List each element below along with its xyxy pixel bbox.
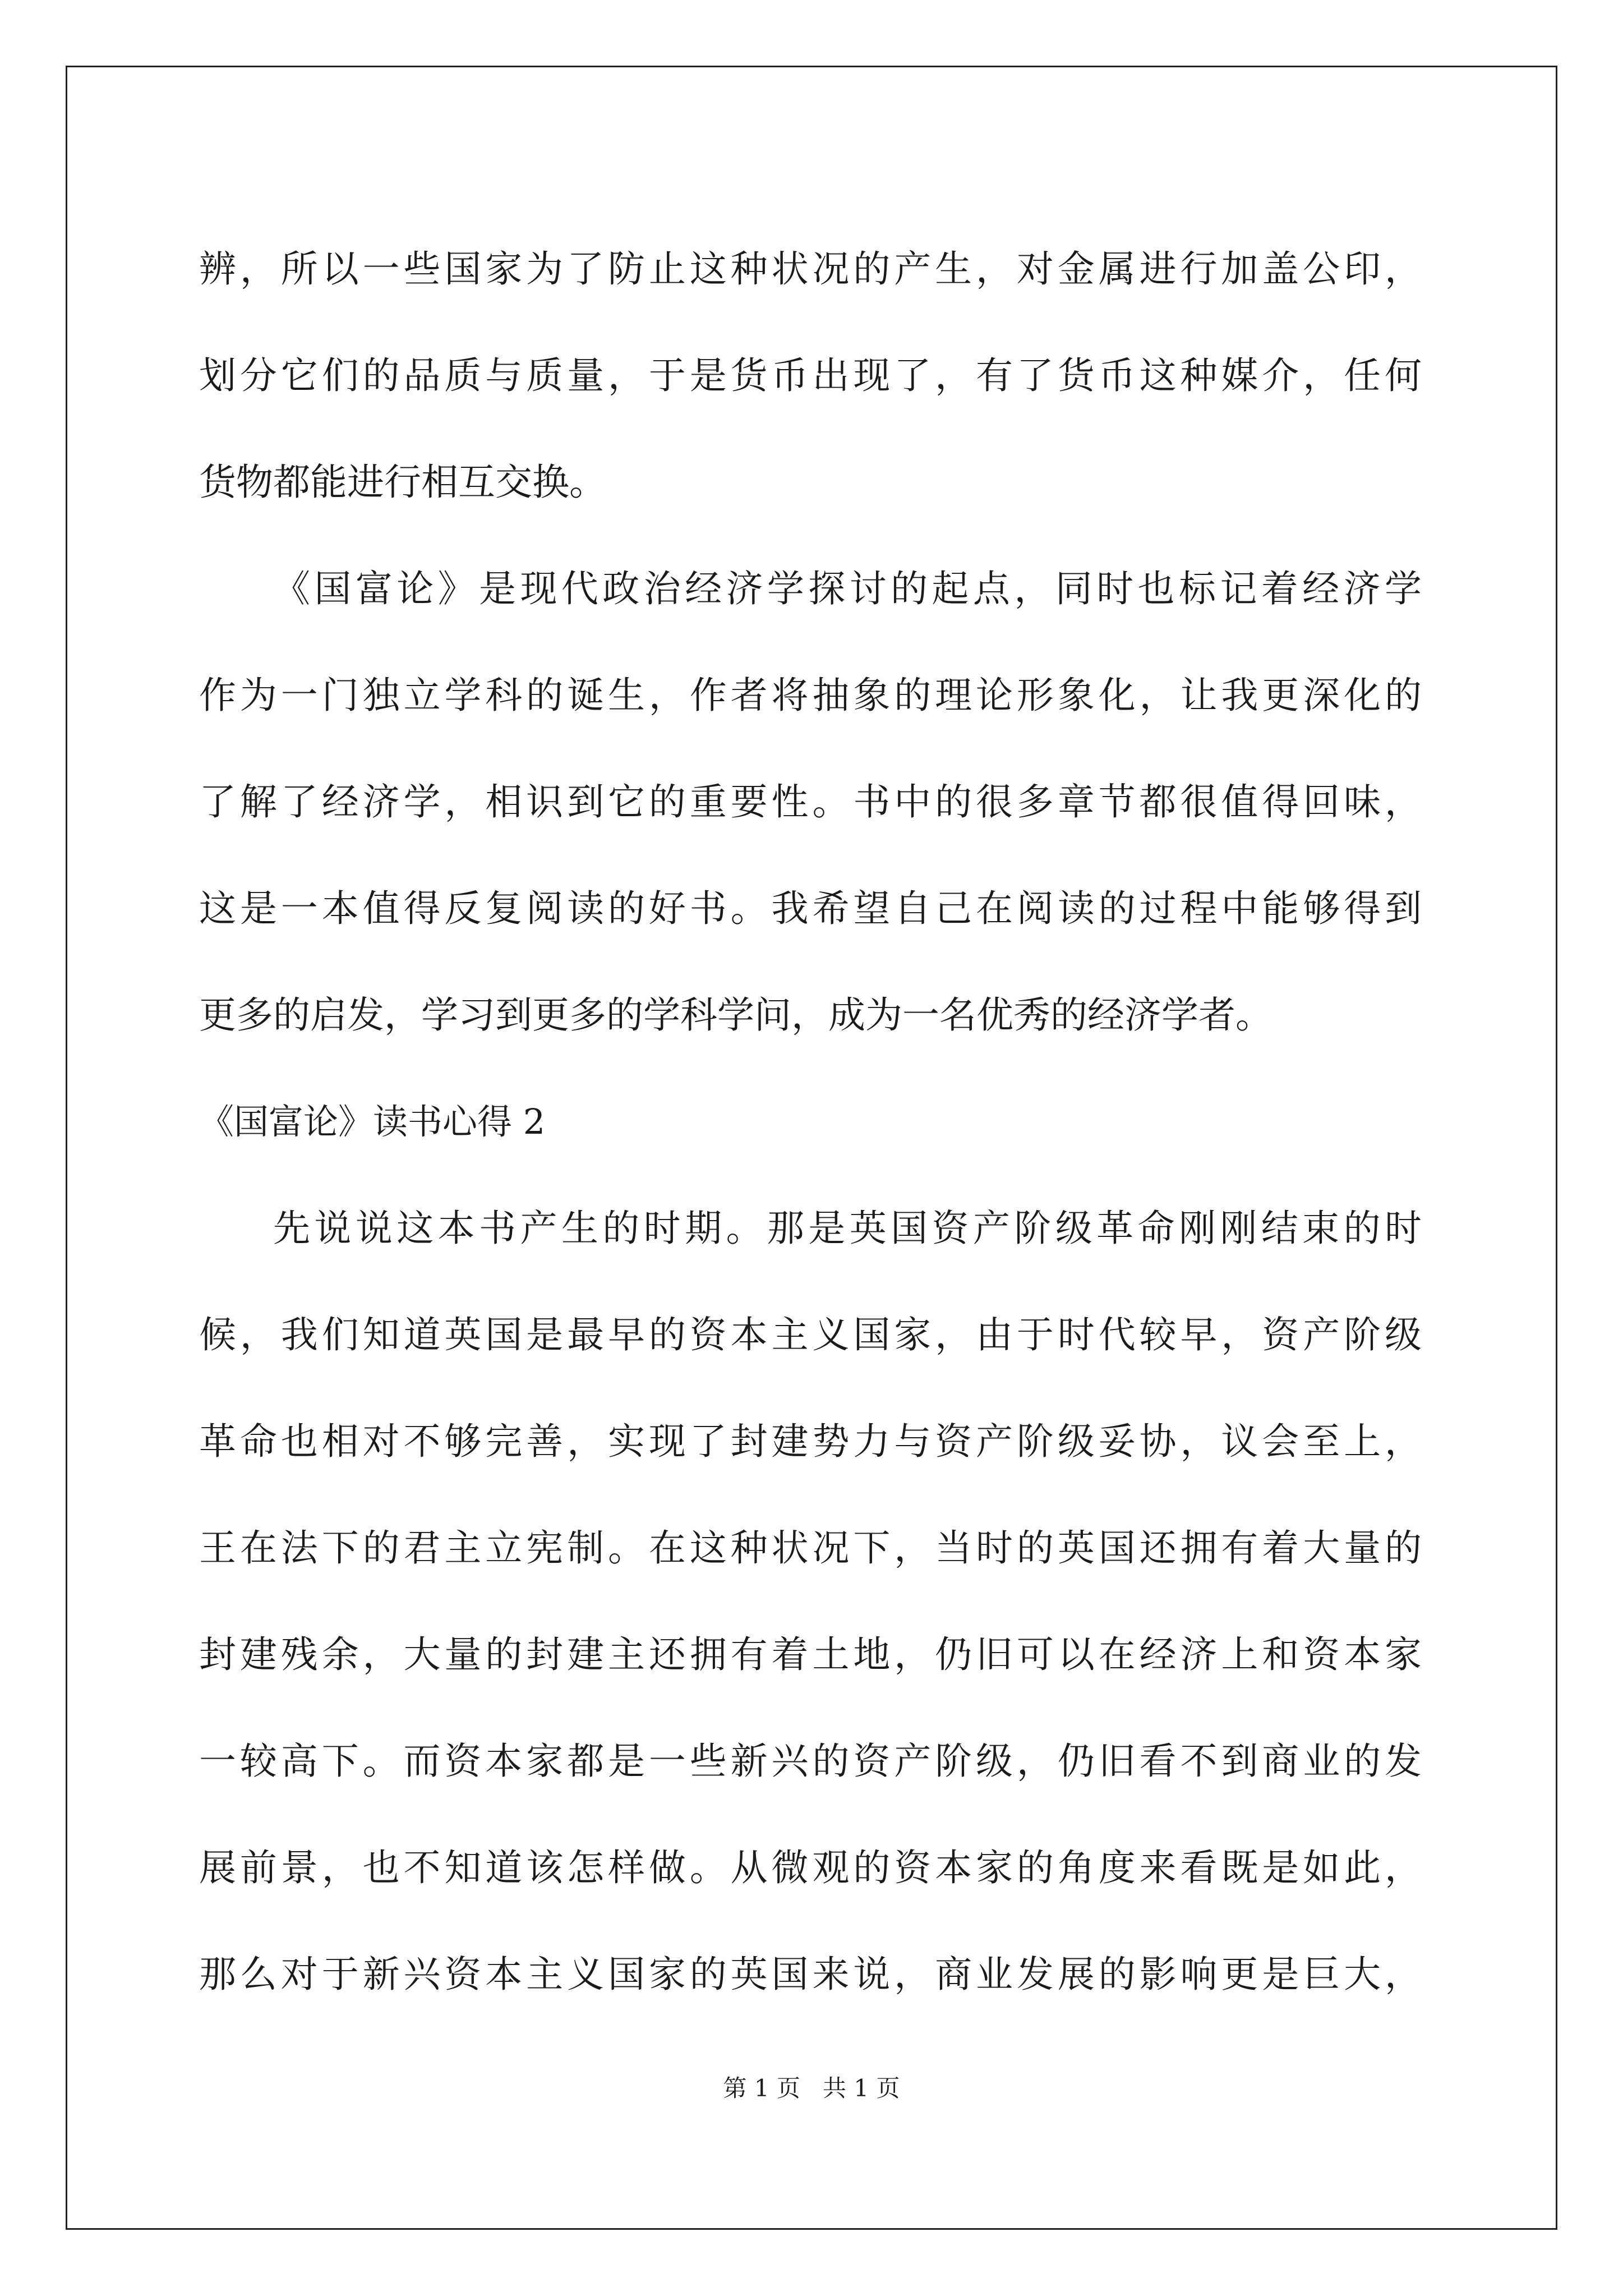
text-line: 王在法下的君主立宪制。在这种状况下，当时的英国还拥有着大量的 [199, 1526, 1422, 1570]
text-line: 辨，所以一些国家为了防止这种状况的产生，对金属进行加盖公印， [199, 247, 1422, 291]
text-line: 封建残余，大量的封建主还拥有着土地，仍旧可以在经济上和资本家 [199, 1633, 1422, 1676]
text-line: 更多的启发，学习到更多的学科学问，成为一名优秀的经济学者。 [199, 993, 1272, 1037]
text-line: 候，我们知道英国是最早的资本主义国家，由于时代较早，资产阶级 [199, 1313, 1422, 1356]
text-line: 作为一门独立学科的诞生，作者将抽象的理论形象化，让我更深化的 [199, 674, 1422, 717]
document-body [199, 216, 1422, 2028]
paragraph-start-line: 《国富论》是现代政治经济学探讨的起点，同时也标记着经济学 [273, 567, 1422, 610]
section-heading: 《国富论》读书心得 2 [199, 1101, 546, 1142]
text-line: 货物都能进行相互交换。 [199, 461, 606, 504]
page-number-footer: 第 1 页 共 1 页 [723, 2074, 900, 2102]
text-line: 一较高下。而资本家都是一些新兴的资产阶级，仍旧看不到商业的发 [199, 1740, 1422, 1783]
text-line: 这是一本值得反复阅读的好书。我希望自己在阅读的过程中能够得到 [199, 887, 1422, 930]
text-line: 革命也相对不够完善，实现了封建势力与资产阶级妥协，议会至上， [199, 1420, 1422, 1463]
text-line: 了解了经济学，相识到它的重要性。书中的很多章节都很值得回味， [199, 780, 1422, 823]
text-line: 划分它们的品质与质量，于是货币出现了，有了货币这种媒介，任何 [199, 354, 1422, 397]
text-line: 展前景，也不知道该怎样做。从微观的资本家的角度来看既是如此， [199, 1846, 1422, 1889]
paragraph-start-line: 先说说这本书产生的时期。那是英国资产阶级革命刚刚结束的时 [273, 1207, 1422, 1250]
text-line: 那么对于新兴资本主义国家的英国来说，商业发展的影响更是巨大， [199, 1953, 1422, 1996]
